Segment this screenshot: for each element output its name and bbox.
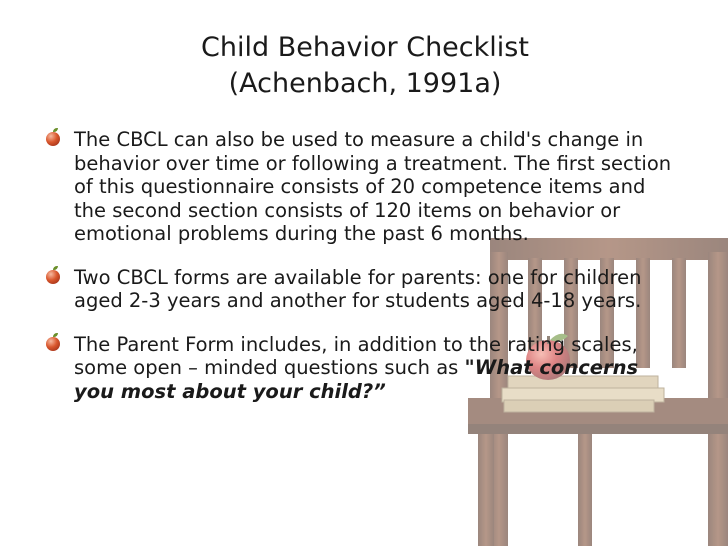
bullet-text: The CBCL can also be used to measure a child's change in behavior over time or following a treatment. The first section of this questionnaire consists of 20 competence items and the second section consists of 120 items on behavior or emotional problems during the past 6 months. [74,128,672,245]
bullet-text: The Parent Form includes, in addition to the rating scales, some open – minded questions such as [74,332,638,379]
bullet-text: Two CBCL forms are available for parents: one for children aged 2-3 years and another for students aged 4-18 years. [74,265,642,312]
bullet-list [46,128,676,403]
bullet-item [46,333,676,404]
quoted-question: "What concerns you most about your child?” [74,356,639,403]
title-line-2: (Achenbach, 1991a) [228,68,502,99]
apple-bullet-icon [46,337,60,351]
slide-title [130,30,600,102]
apple-bullet-icon [46,270,60,284]
title-line-1: Child Behavior Checklist [201,32,529,63]
apple-bullet-icon [46,132,60,146]
bullet-item [46,266,676,313]
bullet-item [46,128,676,246]
